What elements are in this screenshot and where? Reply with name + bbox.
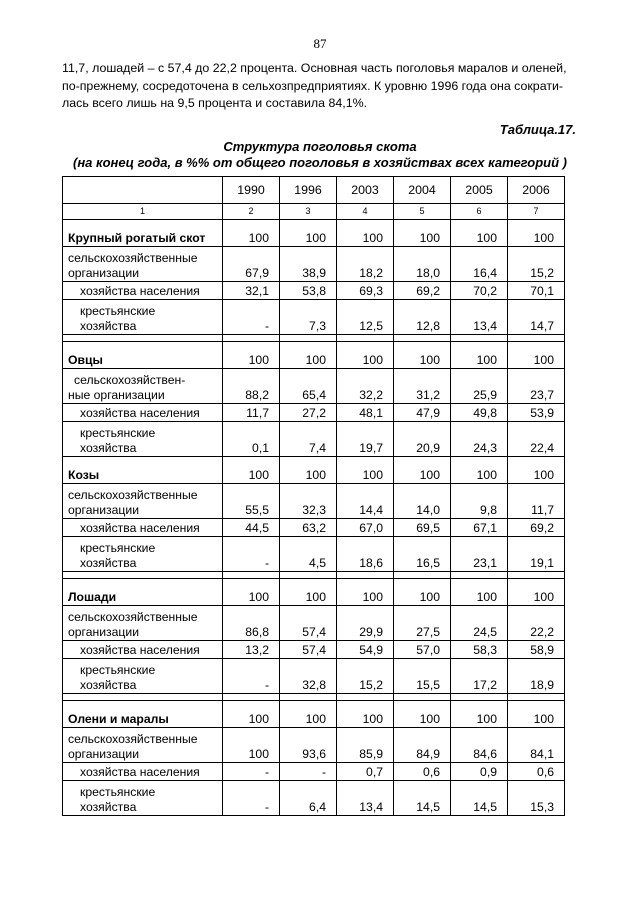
share-value-cell: 18,9 xyxy=(508,659,565,694)
total-value-cell: 100 xyxy=(280,457,337,484)
category-row xyxy=(63,422,565,457)
share-value-cell: - xyxy=(280,763,337,781)
share-value-cell: 0,6 xyxy=(508,763,565,781)
group-total-row xyxy=(63,220,565,247)
category-label-line: крестьянские xyxy=(80,541,156,555)
total-value-cell: 100 xyxy=(451,457,508,484)
column-index-cell: 2 xyxy=(223,204,280,220)
total-value-cell: 100 xyxy=(451,579,508,606)
category-label xyxy=(63,659,223,694)
spacer-cell xyxy=(63,572,223,579)
category-row xyxy=(63,728,565,763)
column-index-cell: 7 xyxy=(508,204,565,220)
share-value-cell: 70,2 xyxy=(451,282,508,300)
category-label-line: хозяйства xyxy=(80,319,137,333)
category-label xyxy=(63,606,223,641)
category-row xyxy=(63,537,565,572)
category-label-line: организации xyxy=(68,266,140,280)
share-value-cell: 0,9 xyxy=(451,763,508,781)
category-label xyxy=(63,781,223,816)
category-label xyxy=(63,369,223,404)
share-value-cell: 70,1 xyxy=(508,282,565,300)
share-value-cell: 25,9 xyxy=(451,369,508,404)
share-value-cell: 9,8 xyxy=(451,484,508,519)
spacer-cell xyxy=(223,572,280,579)
spacer-cell xyxy=(451,572,508,579)
share-value-cell: 11,7 xyxy=(508,484,565,519)
share-value-cell: 16,4 xyxy=(451,247,508,282)
category-row xyxy=(63,763,565,781)
intro-paragraph xyxy=(62,60,592,113)
total-value-cell: 100 xyxy=(337,342,394,369)
share-value-cell: 14,5 xyxy=(451,781,508,816)
spacer-cell xyxy=(63,694,223,701)
share-value-cell: 58,9 xyxy=(508,641,565,659)
year-header: 2005 xyxy=(451,177,508,204)
year-header: 2006 xyxy=(508,177,565,204)
share-value-cell: 88,2 xyxy=(223,369,280,404)
share-value-cell: 23,1 xyxy=(451,537,508,572)
total-value-cell: 100 xyxy=(508,342,565,369)
share-value-cell: 24,5 xyxy=(451,606,508,641)
total-value-cell: 100 xyxy=(508,457,565,484)
group-name: Крупный рогатый скот xyxy=(63,220,223,247)
share-value-cell: 69,5 xyxy=(394,519,451,537)
total-value-cell: 100 xyxy=(337,701,394,728)
total-value-cell: 100 xyxy=(508,579,565,606)
share-value-cell: 29,9 xyxy=(337,606,394,641)
share-value-cell: 23,7 xyxy=(508,369,565,404)
share-value-cell: 47,9 xyxy=(394,404,451,422)
group-total-row xyxy=(63,457,565,484)
category-label-line: крестьянские xyxy=(80,785,156,799)
share-value-cell: 69,2 xyxy=(508,519,565,537)
category-label-line: ные организации xyxy=(68,388,165,402)
total-value-cell: 100 xyxy=(223,701,280,728)
share-value-cell: 6,4 xyxy=(280,781,337,816)
category-label-line: крестьянские xyxy=(80,304,156,318)
share-value-cell: 22,2 xyxy=(508,606,565,641)
spacer-cell xyxy=(508,335,565,342)
total-value-cell: 100 xyxy=(451,220,508,247)
share-value-cell: 32,3 xyxy=(280,484,337,519)
share-value-cell: 0,1 xyxy=(223,422,280,457)
share-value-cell: - xyxy=(223,781,280,816)
total-value-cell: 100 xyxy=(394,220,451,247)
category-label xyxy=(63,247,223,282)
total-value-cell: 100 xyxy=(337,220,394,247)
category-label-line: организации xyxy=(68,625,140,639)
share-value-cell: 67,9 xyxy=(223,247,280,282)
share-value-cell: 67,0 xyxy=(337,519,394,537)
spacer-cell xyxy=(451,335,508,342)
total-value-cell: 100 xyxy=(337,579,394,606)
share-value-cell: 32,2 xyxy=(337,369,394,404)
spacer-cell xyxy=(394,335,451,342)
share-value-cell: 93,6 xyxy=(280,728,337,763)
share-value-cell: 17,2 xyxy=(451,659,508,694)
year-header: 1996 xyxy=(280,177,337,204)
group-name: Лошади xyxy=(63,579,223,606)
share-value-cell: 54,9 xyxy=(337,641,394,659)
group-total-row xyxy=(63,701,565,728)
share-value-cell: 84,6 xyxy=(451,728,508,763)
category-row xyxy=(63,247,565,282)
share-value-cell: 58,3 xyxy=(451,641,508,659)
header-row xyxy=(63,177,565,204)
category-label xyxy=(63,537,223,572)
share-value-cell: 67,1 xyxy=(451,519,508,537)
total-value-cell: 100 xyxy=(394,457,451,484)
group-name: Овцы xyxy=(63,342,223,369)
spacer-cell xyxy=(394,694,451,701)
total-value-cell: 100 xyxy=(394,579,451,606)
category-row xyxy=(63,606,565,641)
spacer-row xyxy=(63,694,565,701)
share-value-cell: 57,4 xyxy=(280,641,337,659)
category-label-line: крестьянские xyxy=(80,663,156,677)
table-number: Таблица.17. xyxy=(499,122,576,137)
spacer-cell xyxy=(280,335,337,342)
share-value-cell: 53,8 xyxy=(280,282,337,300)
share-value-cell: - xyxy=(223,537,280,572)
category-row xyxy=(63,300,565,335)
share-value-cell: 86,8 xyxy=(223,606,280,641)
share-value-cell: 14,7 xyxy=(508,300,565,335)
share-value-cell: 14,5 xyxy=(394,781,451,816)
total-value-cell: 100 xyxy=(280,701,337,728)
share-value-cell: 13,4 xyxy=(337,781,394,816)
share-value-cell: 18,2 xyxy=(337,247,394,282)
category-label xyxy=(63,484,223,519)
column-index-row xyxy=(63,204,565,220)
share-value-cell: 15,3 xyxy=(508,781,565,816)
share-value-cell: 48,1 xyxy=(337,404,394,422)
intro-line: 11,7, лошадей – с 57,4 до 22,2 процента. Основная часть поголовья маралов и оленей, xyxy=(62,61,567,75)
share-value-cell: 49,8 xyxy=(451,404,508,422)
share-value-cell: 38,9 xyxy=(280,247,337,282)
share-value-cell: 7,4 xyxy=(280,422,337,457)
header-corner-cell xyxy=(63,177,223,204)
share-value-cell: 4,5 xyxy=(280,537,337,572)
category-label xyxy=(63,728,223,763)
share-value-cell: 63,2 xyxy=(280,519,337,537)
share-value-cell: 84,1 xyxy=(508,728,565,763)
total-value-cell: 100 xyxy=(280,342,337,369)
share-value-cell: 22,4 xyxy=(508,422,565,457)
category-label-line: сельскохозяйственные xyxy=(68,251,198,265)
share-value-cell: 84,9 xyxy=(394,728,451,763)
category-label-line: сельскохозяйственные xyxy=(68,488,198,502)
share-value-cell: 14,0 xyxy=(394,484,451,519)
share-value-cell: - xyxy=(223,659,280,694)
share-value-cell: 57,4 xyxy=(280,606,337,641)
category-label-line: хозяйства xyxy=(80,441,137,455)
category-label xyxy=(63,282,223,300)
livestock-structure-table xyxy=(62,176,565,816)
category-label-line: сельскохозяйственные xyxy=(68,610,198,624)
table-caption xyxy=(0,139,640,171)
category-label-line: крестьянские xyxy=(80,426,156,440)
category-row xyxy=(63,484,565,519)
group-name: Козы xyxy=(63,457,223,484)
share-value-cell: 85,9 xyxy=(337,728,394,763)
table-title: Структура поголовья скота xyxy=(223,139,417,154)
total-value-cell: 100 xyxy=(223,220,280,247)
share-value-cell: 27,2 xyxy=(280,404,337,422)
total-value-cell: 100 xyxy=(280,220,337,247)
share-value-cell: 27,5 xyxy=(394,606,451,641)
share-value-cell: 11,7 xyxy=(223,404,280,422)
total-value-cell: 100 xyxy=(451,342,508,369)
spacer-row xyxy=(63,335,565,342)
share-value-cell: 32,8 xyxy=(280,659,337,694)
category-label xyxy=(63,300,223,335)
column-index-cell: 1 xyxy=(63,204,223,220)
spacer-cell xyxy=(223,694,280,701)
category-row xyxy=(63,369,565,404)
share-value-cell: 69,3 xyxy=(337,282,394,300)
table-body xyxy=(63,177,565,816)
spacer-row xyxy=(63,572,565,579)
share-value-cell: 15,2 xyxy=(337,659,394,694)
share-value-cell: 100 xyxy=(223,728,280,763)
share-value-cell: 53,9 xyxy=(508,404,565,422)
total-value-cell: 100 xyxy=(508,701,565,728)
total-value-cell: 100 xyxy=(508,220,565,247)
share-value-cell: 13,4 xyxy=(451,300,508,335)
spacer-cell xyxy=(394,572,451,579)
share-value-cell: 12,8 xyxy=(394,300,451,335)
category-label-line: сельскохозяйствен- xyxy=(74,373,186,387)
total-value-cell: 100 xyxy=(394,701,451,728)
category-label-line: хозяйства населения xyxy=(80,284,200,298)
category-label-line: хозяйства населения xyxy=(80,406,200,420)
share-value-cell: 24,3 xyxy=(451,422,508,457)
spacer-cell xyxy=(451,694,508,701)
share-value-cell: 44,5 xyxy=(223,519,280,537)
share-value-cell: 7,3 xyxy=(280,300,337,335)
category-label-line: сельскохозяйственные xyxy=(68,732,198,746)
group-total-row xyxy=(63,342,565,369)
column-index-cell: 3 xyxy=(280,204,337,220)
share-value-cell: 18,6 xyxy=(337,537,394,572)
share-value-cell: 57,0 xyxy=(394,641,451,659)
share-value-cell: 13,2 xyxy=(223,641,280,659)
share-value-cell: 14,4 xyxy=(337,484,394,519)
share-value-cell: 69,2 xyxy=(394,282,451,300)
share-value-cell: 0,6 xyxy=(394,763,451,781)
spacer-cell xyxy=(337,694,394,701)
total-value-cell: 100 xyxy=(451,701,508,728)
category-label-line: организации xyxy=(68,747,140,761)
category-label xyxy=(63,422,223,457)
category-label xyxy=(63,763,223,781)
spacer-cell xyxy=(508,572,565,579)
share-value-cell: 0,7 xyxy=(337,763,394,781)
spacer-cell xyxy=(508,694,565,701)
share-value-cell: 18,0 xyxy=(394,247,451,282)
total-value-cell: 100 xyxy=(223,579,280,606)
share-value-cell: - xyxy=(223,300,280,335)
spacer-cell xyxy=(280,694,337,701)
share-value-cell: 19,1 xyxy=(508,537,565,572)
category-label-line: хозяйства населения xyxy=(80,643,200,657)
share-value-cell: 31,2 xyxy=(394,369,451,404)
share-value-cell: 55,5 xyxy=(223,484,280,519)
category-row xyxy=(63,659,565,694)
total-value-cell: 100 xyxy=(394,342,451,369)
intro-line: лась всего лишь на 9,5 процента и составила 84,1%. xyxy=(62,96,368,110)
spacer-cell xyxy=(223,335,280,342)
group-total-row xyxy=(63,579,565,606)
category-label xyxy=(63,404,223,422)
intro-line: по-прежнему, сосредоточена в сельхозпредприятиях. К уровню 1996 года она сократи- xyxy=(62,78,564,93)
share-value-cell: 15,5 xyxy=(394,659,451,694)
table-subtitle: (на конец года, в %% от общего поголовья в хозяйствах всех категорий ) xyxy=(73,155,567,170)
year-header: 2003 xyxy=(337,177,394,204)
share-value-cell: 20,9 xyxy=(394,422,451,457)
group-name: Олени и маралы xyxy=(63,701,223,728)
share-value-cell: 19,7 xyxy=(337,422,394,457)
category-label xyxy=(63,641,223,659)
category-label-line: хозяйства населения xyxy=(80,765,200,779)
category-label-line: хозяйства xyxy=(80,678,137,692)
spacer-cell xyxy=(280,572,337,579)
category-label-line: хозяйства населения xyxy=(80,521,200,535)
spacer-cell xyxy=(63,335,223,342)
share-value-cell: 65,4 xyxy=(280,369,337,404)
total-value-cell: 100 xyxy=(337,457,394,484)
category-row xyxy=(63,404,565,422)
total-value-cell: 100 xyxy=(223,457,280,484)
category-row xyxy=(63,781,565,816)
total-value-cell: 100 xyxy=(223,342,280,369)
category-row xyxy=(63,282,565,300)
category-row xyxy=(63,519,565,537)
share-value-cell: 12,5 xyxy=(337,300,394,335)
spacer-cell xyxy=(337,572,394,579)
column-index-cell: 4 xyxy=(337,204,394,220)
total-value-cell: 100 xyxy=(280,579,337,606)
year-header: 2004 xyxy=(394,177,451,204)
share-value-cell: - xyxy=(223,763,280,781)
share-value-cell: 16,5 xyxy=(394,537,451,572)
category-label-line: хозяйства xyxy=(80,556,137,570)
column-index-cell: 6 xyxy=(451,204,508,220)
category-label xyxy=(63,519,223,537)
category-label-line: организации xyxy=(68,503,140,517)
page-number: 87 xyxy=(313,36,327,51)
category-row xyxy=(63,641,565,659)
category-label-line: хозяйства xyxy=(80,800,137,814)
column-index-cell: 5 xyxy=(394,204,451,220)
share-value-cell: 32,1 xyxy=(223,282,280,300)
year-header: 1990 xyxy=(223,177,280,204)
spacer-cell xyxy=(337,335,394,342)
share-value-cell: 15,2 xyxy=(508,247,565,282)
